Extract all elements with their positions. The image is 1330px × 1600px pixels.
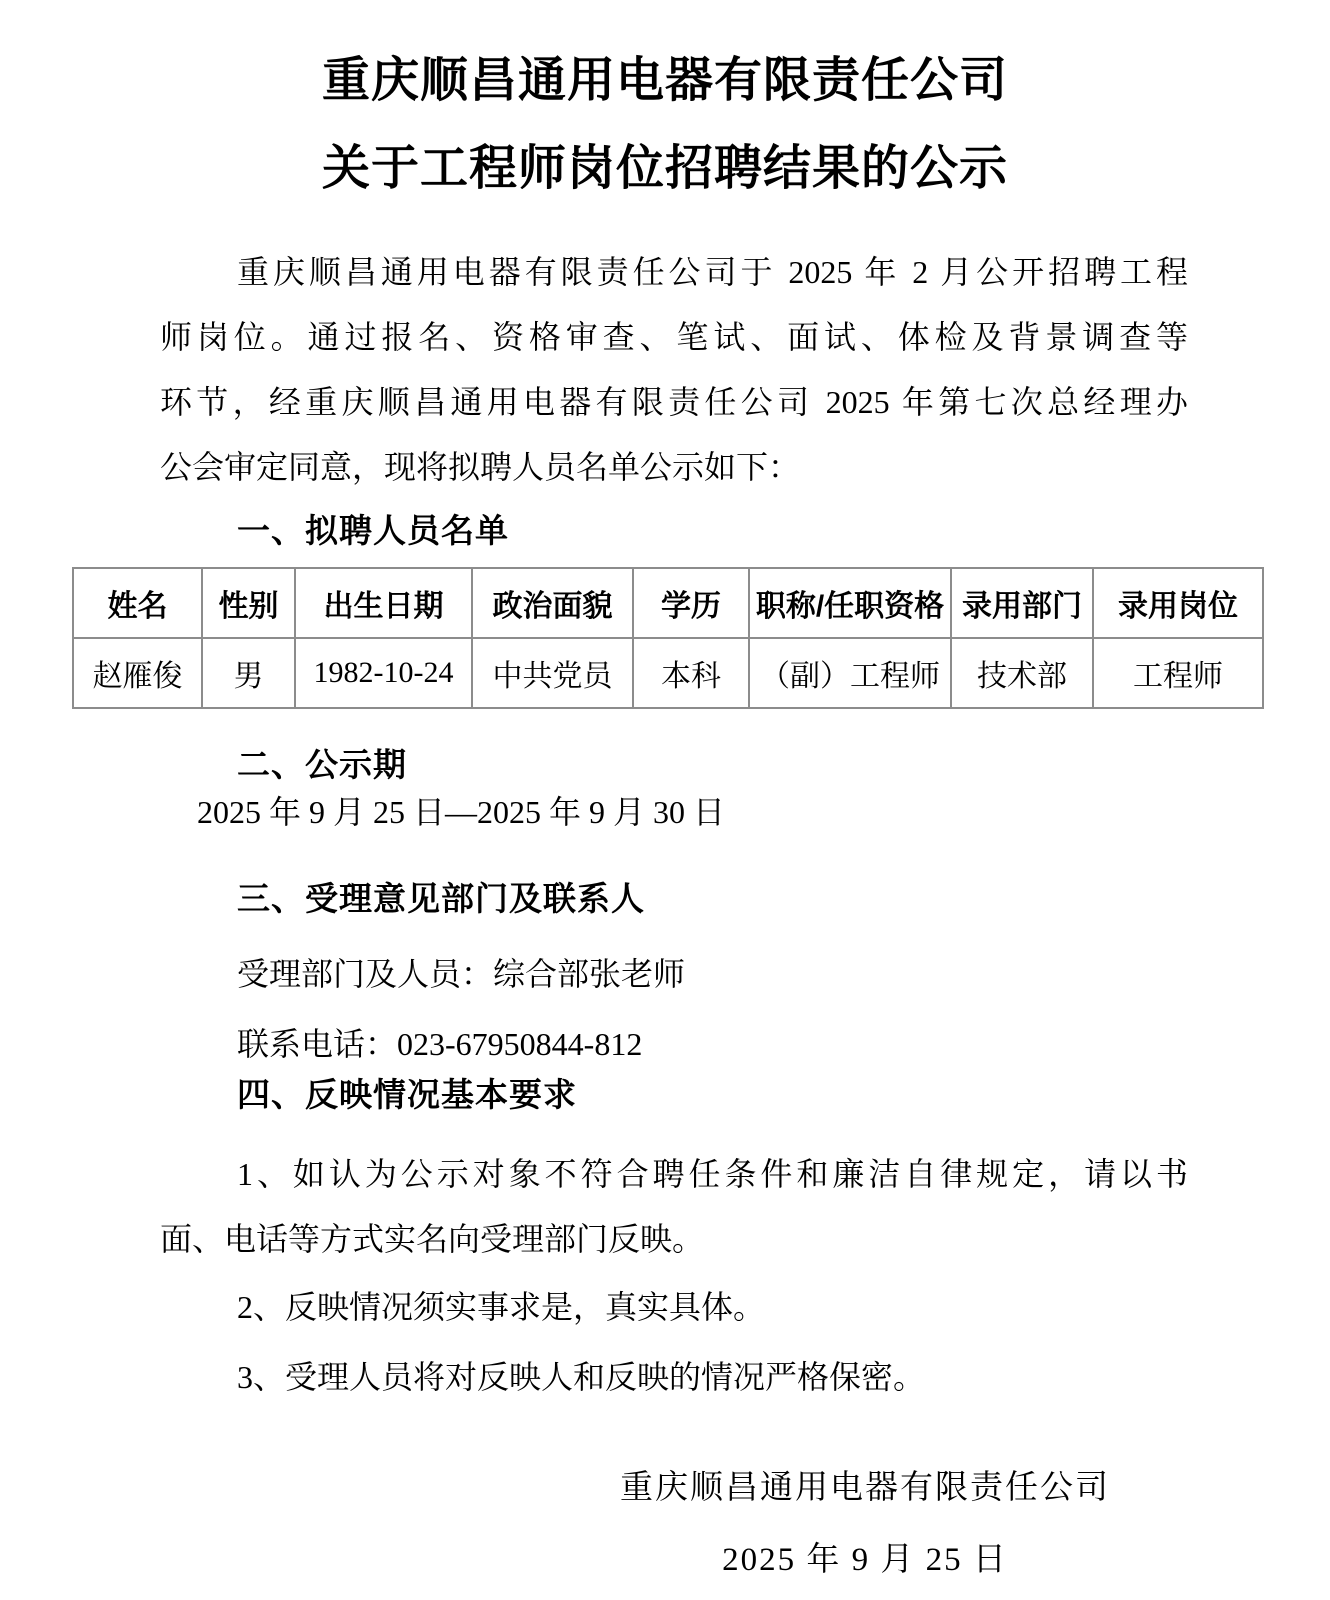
signature-company: 重庆顺昌通用电器有限责任公司 bbox=[620, 1470, 1110, 1506]
col-header-title-qualification: 职称/任职资格 bbox=[749, 568, 951, 638]
signature-block bbox=[605, 1452, 1125, 1596]
col-header-political-status: 政治面貌 bbox=[472, 568, 633, 638]
intro-line: 师岗位。通过报名、资格审查、笔试、面试、体检及背景调查等 bbox=[160, 319, 1188, 355]
intro-line: 环节，经重庆顺昌通用电器有限责任公司 2025 年第七次总经理办 bbox=[160, 384, 1188, 420]
cell-hiring-position: 工程师 bbox=[1093, 638, 1263, 708]
col-header-name: 姓名 bbox=[73, 568, 202, 638]
cell-hiring-department: 技术部 bbox=[951, 638, 1093, 708]
cell-name: 赵雁俊 bbox=[73, 638, 202, 708]
section-heading-publicity-period: 二、公示期 bbox=[237, 746, 407, 783]
cell-education: 本科 bbox=[633, 638, 749, 708]
cell-gender: 男 bbox=[202, 638, 295, 708]
requirement-item-3: 3、受理人员将对反映人和反映的情况严格保密。 bbox=[237, 1359, 926, 1395]
document-title-line1: 重庆顺昌通用电器有限责任公司 bbox=[321, 54, 1008, 107]
requirement-item-1-line: 面、电话等方式实名向受理部门反映。 bbox=[160, 1221, 705, 1257]
col-header-birthdate: 出生日期 bbox=[295, 568, 472, 638]
publicity-period-dates: 2025 年 9 月 25 日—2025 年 9 月 30 日 bbox=[197, 794, 726, 830]
roster-table bbox=[72, 567, 1264, 709]
contact-department-line: 受理部门及人员：综合部张老师 bbox=[237, 956, 686, 992]
requirement-item-1 bbox=[160, 1142, 1188, 1272]
intro-line: 公会审定同意，现将拟聘人员名单公示如下： bbox=[160, 449, 801, 485]
requirement-item-1-line: 1、如认为公示对象不符合聘任条件和廉洁自律规定，请以书 bbox=[237, 1156, 1188, 1192]
intro-line: 重庆顺昌通用电器有限责任公司于 2025 年 2 月公开招聘工程 bbox=[237, 254, 1188, 290]
cell-birthdate: 1982-10-24 bbox=[295, 638, 472, 708]
signature-date: 2025 年 9 月 25 日 bbox=[722, 1542, 1008, 1578]
col-header-gender: 性别 bbox=[202, 568, 295, 638]
section-heading-contact: 三、受理意见部门及联系人 bbox=[237, 880, 645, 917]
section-heading-requirements: 四、反映情况基本要求 bbox=[237, 1076, 577, 1113]
col-header-hiring-position: 录用岗位 bbox=[1093, 568, 1263, 638]
intro-paragraph bbox=[160, 240, 1188, 500]
col-header-education: 学历 bbox=[633, 568, 749, 638]
cell-title-qualification: （副）工程师 bbox=[749, 638, 951, 708]
document-title bbox=[0, 37, 1330, 213]
col-header-hiring-department: 录用部门 bbox=[951, 568, 1093, 638]
roster-data-row bbox=[73, 638, 1263, 708]
document-title-line2: 关于工程师岗位招聘结果的公示 bbox=[321, 142, 1008, 195]
section-heading-roster: 一、拟聘人员名单 bbox=[237, 512, 509, 549]
cell-political-status: 中共党员 bbox=[472, 638, 633, 708]
roster-header-row bbox=[73, 568, 1263, 638]
contact-phone-line: 联系电话：023-67950844-812 bbox=[237, 1026, 643, 1062]
requirement-item-2: 2、反映情况须实事求是，真实具体。 bbox=[237, 1289, 766, 1325]
